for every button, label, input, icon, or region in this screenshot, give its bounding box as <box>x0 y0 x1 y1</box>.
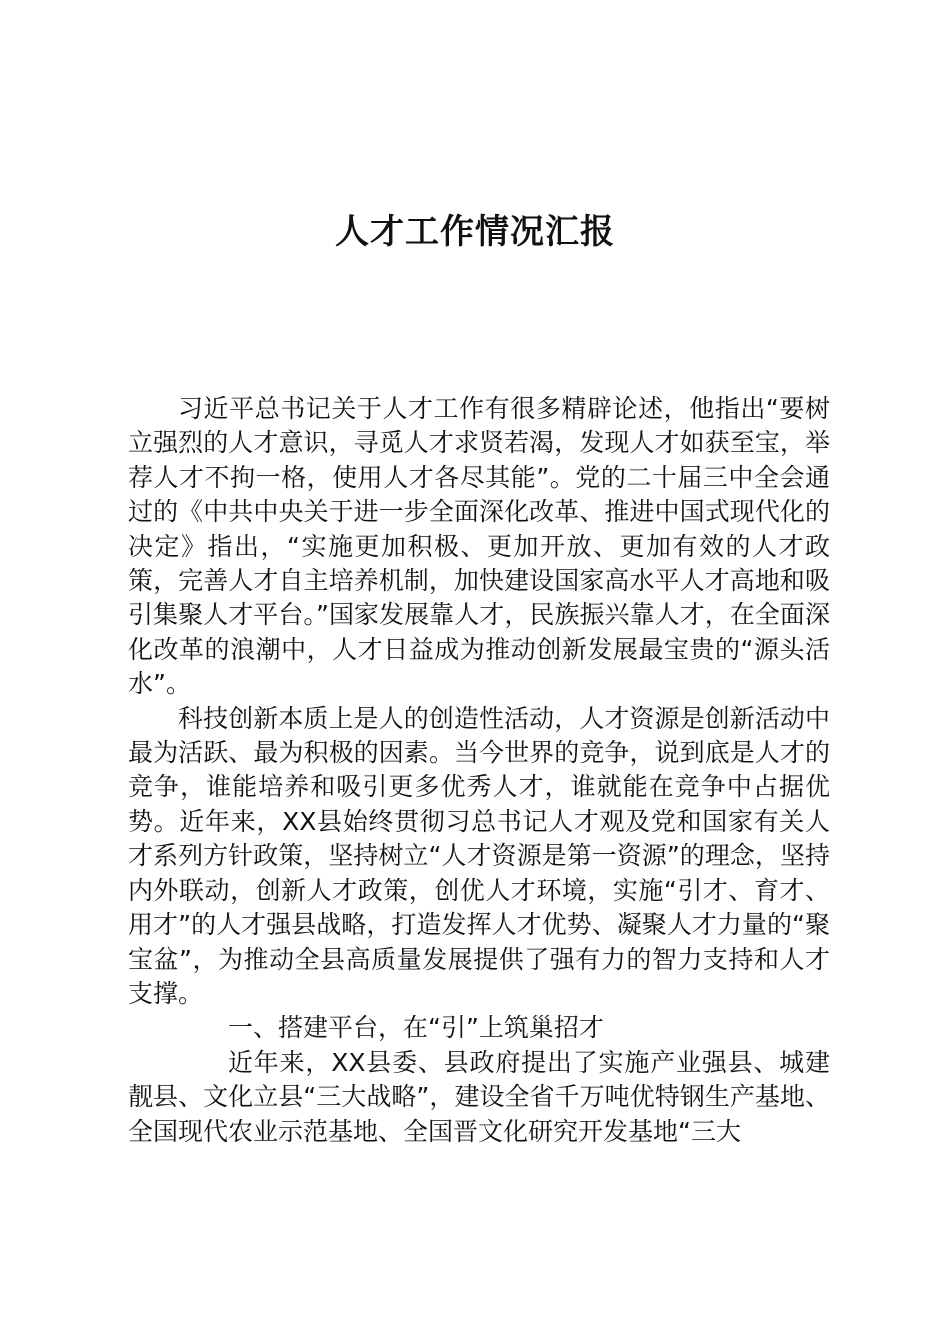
document-title: 人才工作情况汇报 <box>335 212 615 252</box>
paragraph-innovation: 科技创新本质上是人的创造性活动，人才资源是创新活动中最为活跃、最为积极的因素。当今世界的竞争，说到底是人才的竞争，谁能培养和吸引更多优秀人才，谁就能在竞争中占据优势。近年来，XX县始终贯彻习总书记人才观及党和国家有关人才系列方针政策，坚持树立“人才资源是第一资源”的理念，坚持内外联动，创新人才政策，创优人才环境，实施“引才、育才、用才”的人才强县战略，打造发挥人才优势、凝聚人才力量的“聚宝盆”，为推动全县高质量发展提供了强有力的智力支持和人才支撑。 <box>128 703 830 1008</box>
document-body <box>128 392 830 1149</box>
paragraph-intro: 习近平总书记关于人才工作有很多精辟论述，他指出“要树立强烈的人才意识，寻觅人才求贤若渴，发现人才如获至宝，举荐人才不拘一格，使用人才各尽其能”。党的二十届三中全会通过的《中共中央关于进一步全面深化改革、推进中国式现代化的决定》指出，“实施更加积极、更加开放、更加有效的人才政策，完善人才自主培养机制，加快建设国家高水平人才高地和吸引集聚人才平台。”国家发展靠人才，民族振兴靠人才，在全面深化改革的浪潮中，人才日益成为推动创新发展最宝贵的“源头活水”。 <box>128 394 830 699</box>
paragraph-section-one: 近年来，XX县委、县政府提出了实施产业强县、城建靓县、文化立县“三大战略”，建设全省千万吨优特钢生产基地、全国现代农业示范基地、全国晋文化研究开发基地“三大 <box>128 1047 830 1146</box>
section-heading: 一、搭建平台，在“引”上筑巢招才 <box>228 1013 604 1043</box>
